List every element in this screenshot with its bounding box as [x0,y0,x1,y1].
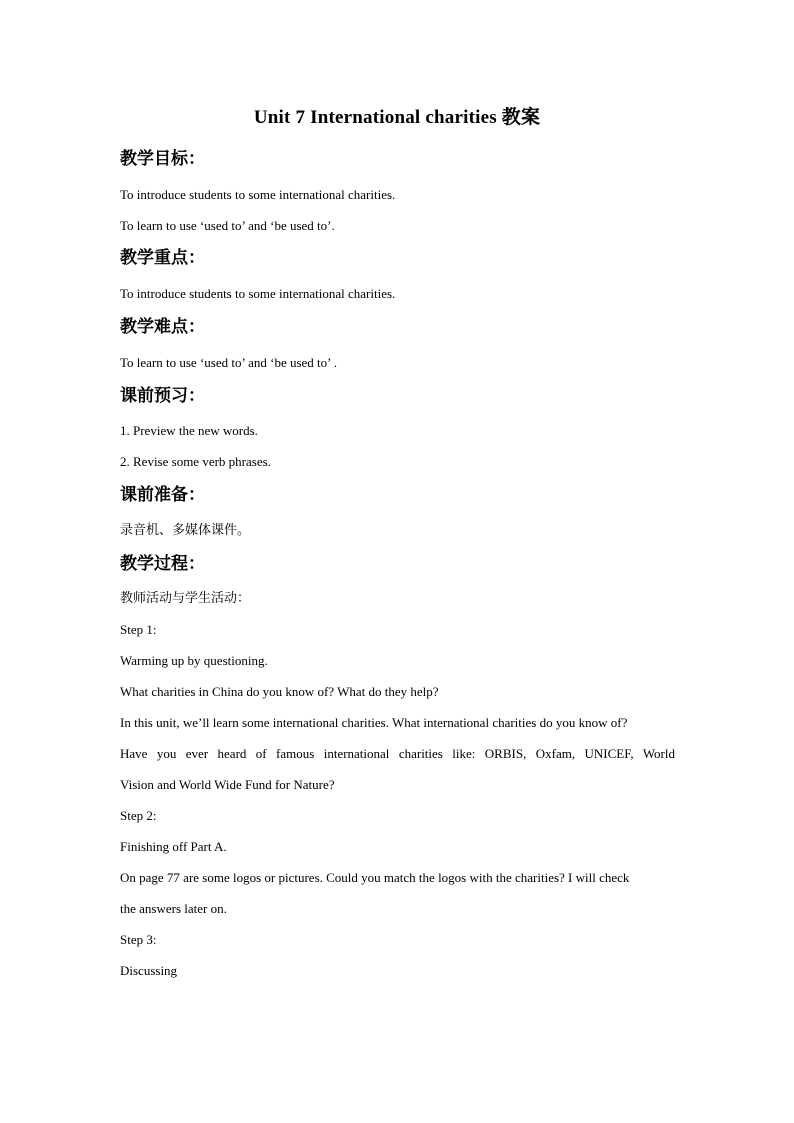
preparation-line-1: 录音机、多媒体课件。 [120,523,251,538]
preview-line-1: 1. Preview the new words. [120,423,258,438]
key-point-line-1: To introduce students to some international charities. [120,286,396,301]
process-line-10: On page 77 are some logos or pictures. Could you match the logos with the charities? I will check [120,870,630,885]
process-line-2: Step 1: [120,622,157,637]
process-line-8: Step 2: [120,808,157,823]
process-line-5: In this unit, we’ll learn some international charities. What international charities do you know of? [120,715,628,730]
process-line-13: Discussing [120,963,178,978]
process-line-6: Have you ever heard of famous international charities like: ORBIS, Oxfam, UNICEF, World [120,746,675,761]
heading-preview: 课前预习： [120,386,205,406]
heading-preparation: 课前准备： [120,485,205,505]
preview-line-2: 2. Revise some verb phrases. [120,454,271,469]
document-body [120,145,675,979]
heading-difficulties: 教学难点： [120,317,205,337]
process-line-11: the answers later on. [120,901,227,916]
process-line-12: Step 3: [120,932,157,947]
process-line-7: Vision and World Wide Fund for Nature? [120,777,335,792]
objective-line-2: To learn to use ‘used to’ and ‘be used to’. [120,218,335,233]
difficulty-line-1: To learn to use ‘used to’ and ‘be used to’ . [120,355,338,370]
process-line-3: Warming up by questioning. [120,653,268,668]
heading-process: 教学过程： [120,554,205,574]
heading-key-points: 教学重点： [120,248,205,268]
document-title: Unit 7 International charities 教案 [253,107,541,128]
process-line-4: What charities in China do you know of? What do they help? [120,684,439,699]
process-line-1: 教师活动与学生活动： [120,591,251,606]
objective-line-1: To introduce students to some international charities. [120,187,396,202]
process-line-9: Finishing off Part A. [120,839,227,854]
heading-objectives: 教学目标： [120,149,205,169]
